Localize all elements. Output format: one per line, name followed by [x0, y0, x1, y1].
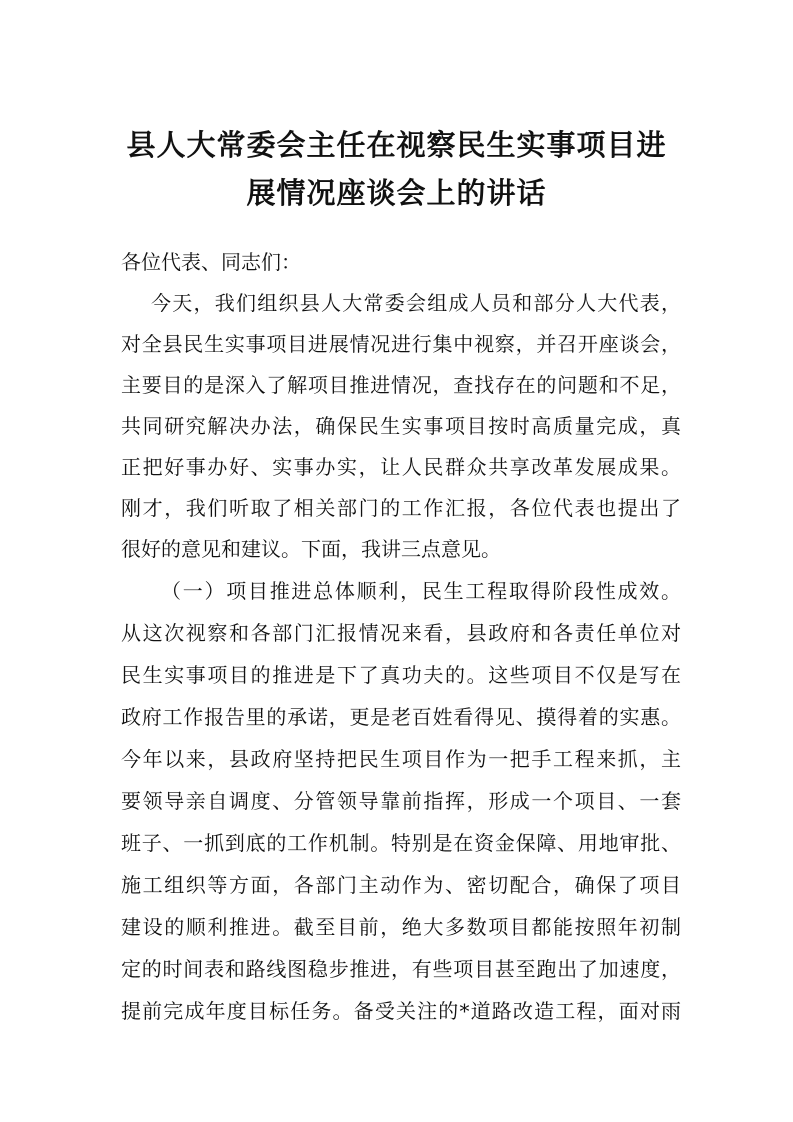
body-line: 共同研究解决办法，确保民生实事项目按时高质量完成，真	[121, 414, 681, 438]
body-line: 政府工作报告里的承诺，更是老百姓看得见、摸得着的实惠。	[121, 705, 681, 729]
body-line: 定的时间表和路线图稳步推进，有些项目甚至跑出了加速度，	[121, 957, 681, 981]
body-line: 对全县民生实事项目进展情况进行集中视察，并召开座谈会，	[121, 332, 681, 356]
salutation: 各位代表、同志们：	[121, 250, 301, 274]
body-line: 要领导亲自调度、分管领导靠前指挥，形成一个项目、一套	[121, 789, 681, 813]
body-line: 施工组织等方面，各部门主动作为、密切配合，确保了项目	[121, 873, 681, 897]
body-line: 民生实事项目的推进是下了真功夫的。这些项目不仅是写在	[121, 663, 681, 687]
body-line: 很好的意见和建议。下面，我讲三点意见。	[121, 537, 501, 561]
body-line: 主要目的是深入了解项目推进情况，查找存在的问题和不足，	[121, 373, 681, 397]
body-line: 今年以来，县政府坚持把民生项目作为一把手工程来抓，主	[121, 747, 681, 771]
document-title-line-1: 县人大常委会主任在视察民生实事项目进	[126, 128, 667, 162]
body-line: 正把好事办好、实事办实，让人民群众共享改革发展成果。	[121, 455, 681, 479]
document-title-line-2: 展情况座谈会上的讲话	[246, 176, 547, 210]
body-line: 刚才，我们听取了相关部门的工作汇报，各位代表也提出了	[121, 496, 681, 520]
body-line: 提前完成年度目标任务。备受关注的*道路改造工程，面对雨	[121, 999, 681, 1023]
body-line: 今天，我们组织县人大常委会组成人员和部分人大代表，	[151, 291, 681, 315]
body-line: 建设的顺利推进。截至目前，绝大多数项目都能按照年初制	[121, 915, 681, 939]
section-heading-1: （一）项目推进总体顺利，民生工程取得阶段性成效。	[161, 579, 681, 603]
body-line: 班子、一抓到底的工作机制。特别是在资金保障、用地审批、	[121, 831, 681, 855]
body-line: 从这次视察和各部门汇报情况来看，县政府和各责任单位对	[121, 621, 681, 645]
